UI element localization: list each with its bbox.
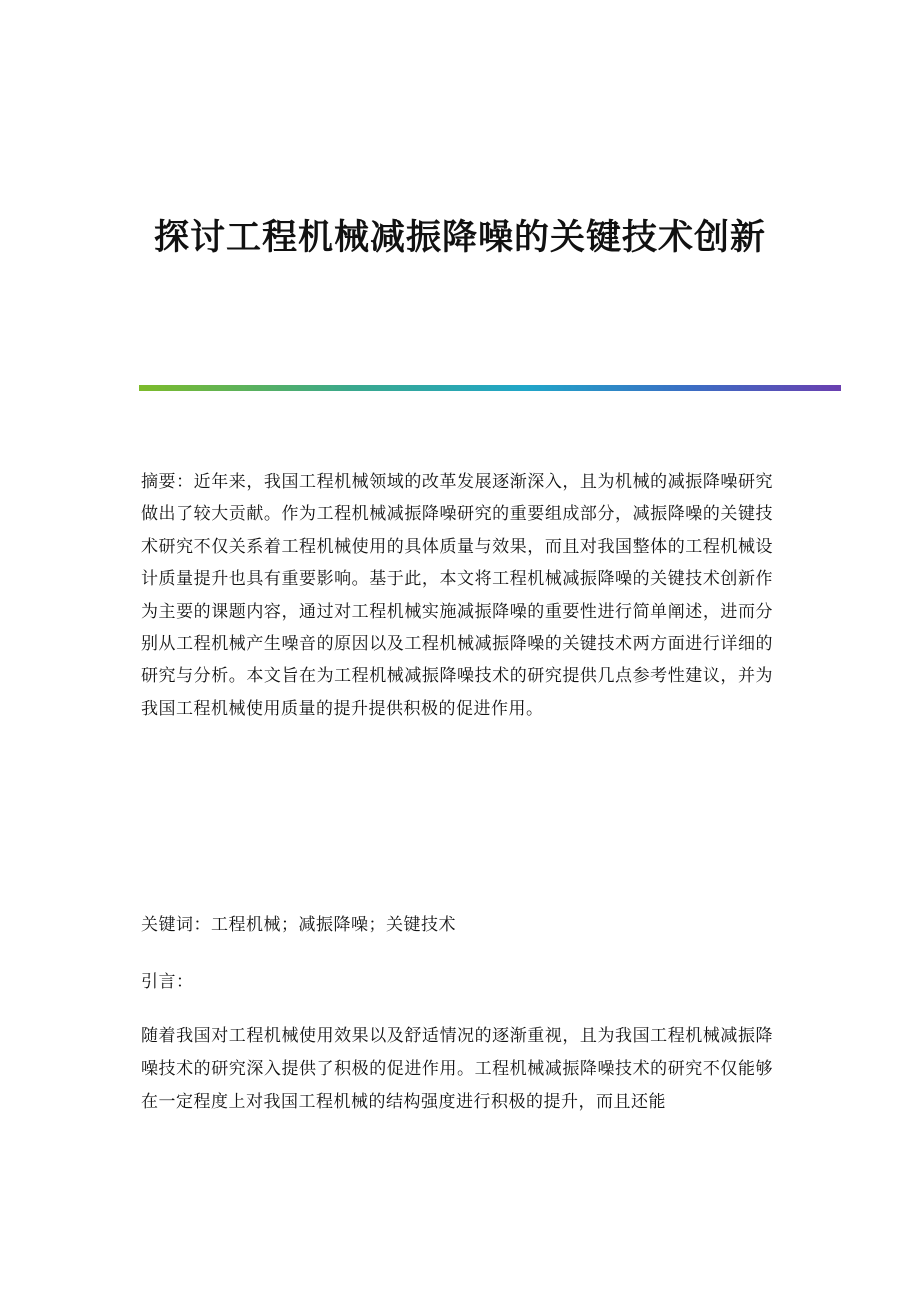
abstract-paragraph: 摘要：近年来，我国工程机械领域的改革发展逐渐深入，且为机械的减振降噪研究做出了较大贡献。作为工程机械减振降噪研究的重要组成部分，减振降噪的关键技术研究不仅关系着工程机械使用的具体质量与效果，而且对我国整体的工程机械设计质量提升也具有重要影响。基于此，本文将工程机械减振降噪的关键技术创新作为主要的课题内容，通过对工程机械实施减振降噪的重要性进行简单阐述，进而分别从工程机械产生噪音的原因以及工程机械减振降噪的关键技术两方面进行详细的研究与分析。本文旨在为工程机械减振降噪技术的研究提供几点参考性建议，并为我国工程机械使用质量的提升提供积极的促进作用。	[141, 472, 773, 719]
document-title: 探讨工程机械减振降噪的关键技术创新	[153, 218, 766, 258]
intro-paragraph: 随着我国对工程机械使用效果以及舒适情况的逐渐重视，且为我国工程机械减振降噪技术的研究深入提供了积极的促进作用。工程机械减振降噪技术的研究不仅能够在一定程度上对我国工程机械的结构强度进行积极的提升，而且还能	[141, 1026, 773, 1112]
intro-heading: 引言：	[141, 972, 194, 992]
keywords-line: 关键词：工程机械；减振降噪；关键技术	[141, 915, 456, 935]
title-divider	[139, 385, 841, 391]
